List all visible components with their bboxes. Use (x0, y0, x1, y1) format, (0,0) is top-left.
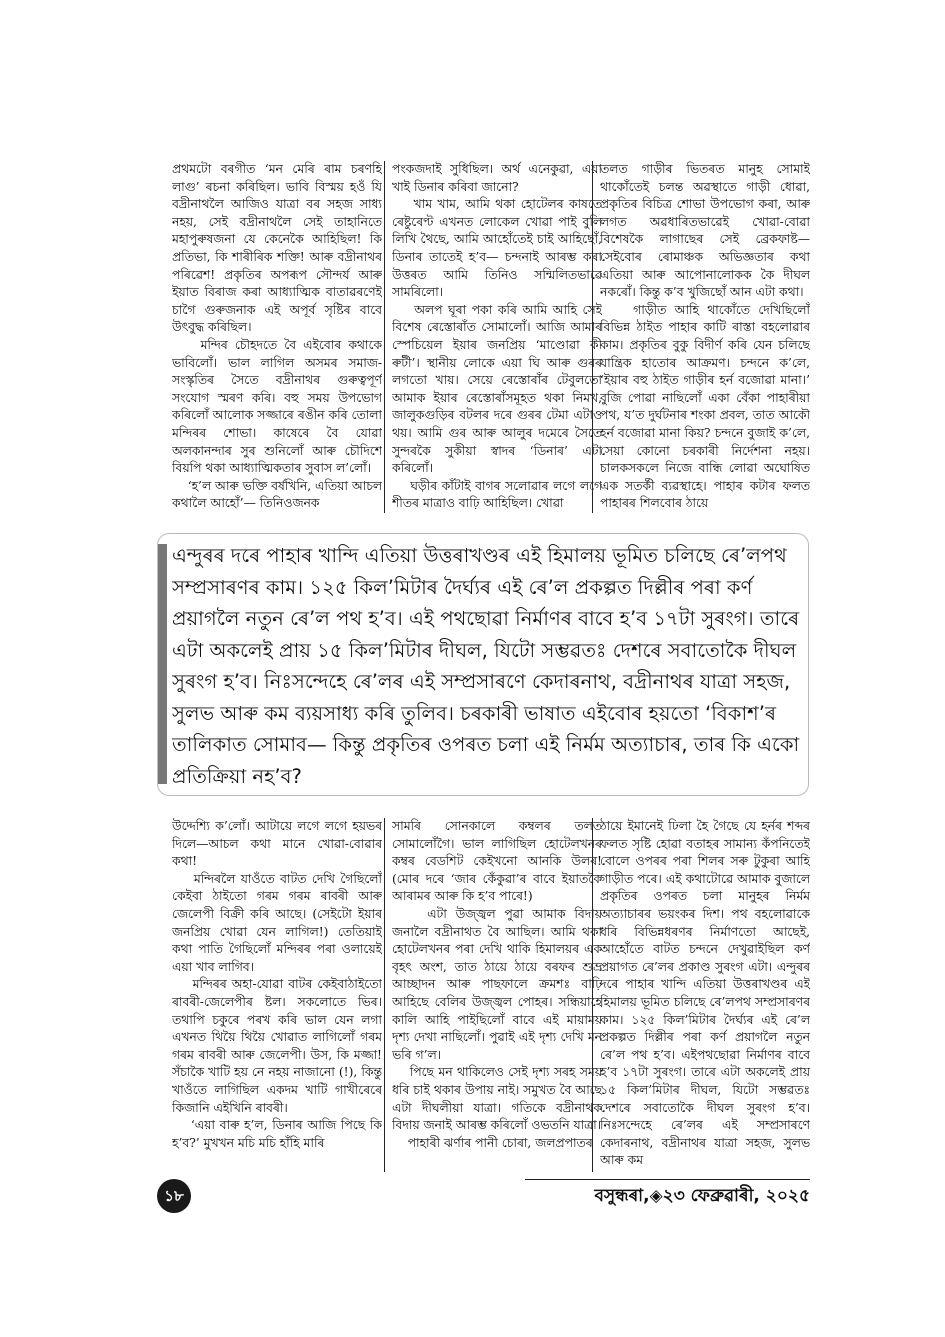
top-column-3: তলত গাড়ীৰ ভিতৰত মানুহ সোমাই থাকোঁতেই চলন্ত অৱস্থাতে গাড়ী ধোৱা, প্ৰকৃতিৰ বিচিত্ৰ শোভা উপভোগ কৰা, আৰু লগত অৱধাৰিতভাৱেই খোৱা-বোৱা বিশেষকৈ লাগাছেৰ সেই ব্ৰেকফাষ্ট— সেইবোৰ ৰোমাঞ্চক অভিজ্ঞতাৰ কথা এতিয়া আৰু আপোনালোকক কৈ দীঘল নকৰোঁ। কিন্তু ক’ব খুজিছোঁ আন এটা কথা। গাড়ীত আহি থাকোঁতে দেখিছিলোঁ বিভিন্ন ঠাইত পাহাৰ কাটি ৰাস্তা বহলোৱাৰ কাম। প্ৰকৃতিৰ বুকু বিদীৰ্ণ কৰি যেন চলিছে যান্ত্ৰিক হাতোৰ আক্ৰমণ। চন্দনে ক’লে, ‘ইয়াৰ বহু ঠাইত গাড়ীৰ হৰ্ন বজোৱা মানা।’ বুজি পোৱা নাছিলোঁ একা বেঁকা পাহাৰীয়া পথ, য’ত দুৰ্ঘটনাৰ শংকা প্ৰবল, তাত আকৌ হৰ্ন বজোৱা মানা কিয়? চন্দনে বুজাই ক’লে, সেয়া কোনো চৰকাৰী নিৰ্দেশনা নহয়। চালকসকলে নিজে বান্ধি লোৱা অঘোষিত এক সতৰ্কী ব্যৱস্থাহে। পাহাৰ কটাৰ ফলত পাহাৰৰ শিলবোৰ ঠায়ে (600, 162, 810, 511)
publication-footer: বসুন্ধৰা,◈২৩ ফেব্ৰুৱাৰী, ২০২৫ (594, 1186, 810, 1206)
pull-quote-accent-bar (158, 544, 167, 784)
footer-rule (525, 1179, 810, 1180)
page-number: ১৮ (157, 1179, 191, 1213)
pull-quote-text: এন্দুৰৰ দৰে পাহাৰ খান্দি এতিয়া উত্তৰাখণ্ডৰ এই হিমালয় ভূমিত চলিছে ৰে’লপথ সম্প্ৰসাৰণৰ কাম। ১২৫ কিল’মিটাৰ দৈৰ্ঘ্যৰ এই ৰে’ল প্ৰকল্পত দিল্লীৰ পৰা কৰ্ণ প্ৰয়াগলৈ নতুন ৰে’ল পথ হ’ব। এই পথছোৱা নিৰ্মাণৰ বাবে হ’ব ১৭টা সুৰংগ। তাৰে এটা অকলেই প্ৰায় ১৫ কিল’মিটাৰ দীঘল, যিটো সম্ভৱতঃ দেশৰে সবাতোকৈ দীঘল সুৰংগ হ’ব। নিঃসন্দেহে ৰে’লৰ এই সম্প্ৰসাৰণে কেদাৰনাথ, বদ্ৰীনাথৰ যাত্ৰা সহজ, সুলভ আৰু কম ব্যয়সাধ্য কৰি তুলিব। চৰকাৰী ভাষাত এইবোৰ হয়তো ‘বিকাশ’ৰ তালিকাত সোমাব— কিন্তু প্ৰকৃতিৰ ওপৰত চলা এই নিৰ্মম অত্যাচাৰ, তাৰ কি একো প্ৰতিক্ৰিয়া নহ’ব? (172, 544, 800, 788)
bottom-column-1: উদ্দেশ্যি ক’লোঁ। আটায়ে লগে লগে হয়ভৰ দিলে—আচল কথা মানে খোৱা-বোৱাৰ কথা! মন্দিৰলৈ যাওঁতে বাটত দেখি গৈছিলোঁ কেইবা ঠাইতো গৰম গৰম ৰাবৰী আৰু জেলেপী বিক্ৰী কৰি আছে। (সেইটো ইয়াৰ জনপ্ৰিয় খোৱা যেন লাগিল!) তেতিয়াই কথা পাতি গৈছিলোঁ মন্দিৰৰ পৰা ওলায়েই এয়া খাব লাগিব। মন্দিৰৰ অহা-যোৱা বাটৰ কেইবাঠাইতো ৰাবৰী-জেলেপীৰ ষ্টল। সকলোতে ভিৰ। তথাপি চকুৰে পৰখ কৰি ভাল যেন লগা এখনত থিয়ৈ থিয়ৈ খোৱাত লাগিলোঁ গৰম গৰম ৰাবৰী আৰু জেলেপী। উস, কি মজ্জা! সঁচাকৈ খাটি হয় নে নহয় নাজানো (!), কিন্তু খাওঁতে লাগিছিল একদম খাটি গাখীৰেৰে কিজানি এইখিনি ৰাবৰী। ‘এয়া বাৰু হ’ল, ডিনাৰ আজি পিছে কি হ’ব?’ মুখখন মচি মচি হাঁহি মাৰি (172, 819, 382, 1150)
bottom-column-2: সামৰি সোনকালে কম্বলৰ তলত সোমালোঁগৈ। ভাল লাগিছিল হোটেলখনৰ কম্বৰ বেডশিট কেইখনো আনকি উলৰ! (মোৰ দৰে ‘জাৰ কেঁকুৱা’ৰ বাবে ইয়াতকৈ আৰামৰ আৰু কি হ’ব পাৰে!) এটা উজ্জ্বল পুৱা আমাক বিদায় জনালৈ বদ্ৰীনাথত বৈ আছিল। আমি থকা হোটেলখনৰ পৰা দেখি থাকি হিমালয়ৰ এক বৃহৎ অংশ, তাত ঠায়ে ঠায়ে বৰফৰ শুভ্ৰ আচ্ছাদন আৰু পাছফালে ক্ৰমশঃ বাঢ়ি আহিছে বেলিৰ উজ্জ্বল পোহৰ। সন্ধিয়াহে কালি আহি পাইছিলোঁ বাবে এই মায়াময় দৃশ্য দেখা নাছিলোঁ। পুৱাই এই দৃশ্য দেখি মন ভৰি গ’ল। পিছে মন থাকিলেও সেই দৃশ্য সৰহ সময় ধৰি চাই থকাৰ উপায় নাই। সমুখত বৈ আছে এটা দীঘলীয়া যাত্ৰা। গতিকে বদ্ৰীনাথক বিদায় জনাই আৰম্ভ কৰিলোঁ ওভতনি যাত্ৰা। পাহাৰী ঝৰ্ণাৰ পানী চোৰা, জলপ্ৰপাতৰ (392, 819, 602, 1150)
column-divider (592, 161, 593, 513)
top-column-1: প্ৰথমটো বৰগীত ‘মন মেৰি ৰাম চৰণহি লাগু’ ৰচনা কৰিছিল। ভাবি বিস্ময় হওঁ যি বদ্ৰীনাথলৈ আজিও যাত্ৰা বৰ সহজ সাধ্য নহয়, সেই বদ্ৰীনাথলৈ সেই তাহানিতে মহাপুৰুষজনা যে কেনেকৈ আহিছিল! কি প্ৰতিভা, কি শাৰীৰিক শক্তি! আৰু বদ্ৰীনাথৰ পৰিৱেশ! প্ৰকৃতিৰ অপৰূপ সৌন্দৰ্য আৰু ইয়াত বিৰাজ কৰা আধ্যাত্মিক বাতাৱৰণেই চাগৈ গুৰুজনাক এই অপূৰ্ব সৃষ্টিৰ বাবে উৎবুদ্ধ কৰিছিল। মন্দিৰ চৌহদতে বৈ এইবোৰ কথাকে ভাবিলোঁ। ভাল লাগিল অসমৰ সমাজ-সংস্কৃতিৰ সৈতে বদ্ৰীনাথৰ গুৰুত্বপূৰ্ণ সংযোগ স্মৰণ কৰি। বহু সময় উপভোগ কৰিলোঁ আলোক সজ্জাৰে ৰঙীন কৰি তোলা মন্দিৰৰ শোভা। কাষেৰে বৈ যোৱা অলকানন্দাৰ সুৰ শুনিলোঁ আৰু চৌদিশে বিয়পি থকা আধ্যাত্মিকতাৰ সুবাস ল’লোঁ। ‘হ’ল আৰু ভক্তি বৰ্ষখিনি, এতিয়া আচল কথালৈ আহোঁ’— তিনিওজনক (172, 162, 382, 511)
column-divider (384, 161, 385, 513)
bottom-column-3: ঠায়ে ইমানেই ঢিলা হৈ গৈছে যে হৰ্নৰ শব্দৰ ফলত সৃষ্টি হোৱা বতাহৰ সামান্য কঁপনিতেই বোলে ওপৰৰ পৰা শিলৰ সৰু টুকুৰা আহি গাড়ীত পৰে। এই কথাটোৱে আমাক বুজালে প্ৰকৃতিৰ ওপৰত চলা মানুহৰ নিৰ্মম অত্যাচাৰৰ ভয়ংকৰ দিশ। পথ বহলোৱাকে ধৰি বিভিন্নধৰণৰ নিৰ্মাণতো আছেই, আহোঁতে বাটত চন্দনে দেখুৱাইছিল কৰ্ণ প্ৰয়াগত ৰে’লৰ প্ৰকাণ্ড সুৰংগ এটা। এন্দুৰৰ দৰে পাহাৰ খান্দি এতিয়া উত্তৰাখণ্ডৰ এই হিমালয় ভূমিত চলিছে ৰে’লপথ সম্প্ৰসাৰণৰ কাম। ১২৫ কিল’মিটাৰ দৈৰ্ঘ্যৰ এই ৰে’ল প্ৰকল্পত দিল্লীৰ পৰা কৰ্ণ প্ৰয়াগলৈ নতুন ৰে’ল পথ হ’ব। এইপথছোৱা নিৰ্মাণৰ বাবে হ’ব ১৭টা সুৰংগ। তাৰে এটা অকলেই প্ৰায় ১৫ কিল’মিটাৰ দীঘল, যিটো সম্ভৱতঃ দেশৰে সবাতোকৈ দীঘল সুৰংগ হ’ব। নিঃসন্দেহে ৰে’লৰ এই সম্প্ৰসাৰণে কেদাৰনাথ, বদ্ৰীনাথৰ যাত্ৰা সহজ, সুলভ আৰু কম (600, 819, 810, 1168)
column-divider (384, 818, 385, 1172)
top-column-2: পংকজদাই সুধিছিল। অৰ্থ এনেকুৱা, এয়া খাই ডিনাৰ কৰিবা জানো? খাম খাম, আমি থকা হোটেলৰ কাষতে ৰেষ্টুৰেণ্ট এখনত লোকেল খোৱা পাই বুলি লিখি থৈছে, আমি আহোঁতেই চাই আহিছোঁ, ডিনাৰ তাতেই হ’ব— চন্দনাই আৰম্ভ কৰা উত্তৰত আমি তিনিও সন্মিলিতভাৱে সামৰিলো। অলপ ঘূৰা পকা কৰি আমি আহি সেই বিশেষ ৰেস্তোৰাঁত সোমালোঁ। আজি আমাৰ স্পেচিয়েল ইয়াৰ জনপ্ৰিয় ‘মাণ্ডোৱা কী ৰুটী’। স্থানীয় লোকে এয়া ঘি আৰু গুৰৰ লগতো খায়। সেয়ে ৰেস্তোৰাঁৰ টেবুলতো আমাক ইয়াৰ ৰেস্তোৰাঁসমূহত থকা নিমখ, জালুকগুড়িৰ বটলৰ দৰে গুৰৰ টেমা এটাও থয়। আমি গুৰ আৰু আলুৰ দমেৰে সৈতে সুন্দৰকৈ সুকীয়া স্বাদৰ ‘ডিনাৰ’ এটা কৰিলোঁ। ঘড়ীৰ কাঁটাই বাগৰ সলোৱাৰ লগে লগে শীতৰ মাত্ৰাও বাঢ়ি আহিছিল। খোৱা (392, 162, 602, 511)
column-divider (592, 818, 593, 1172)
